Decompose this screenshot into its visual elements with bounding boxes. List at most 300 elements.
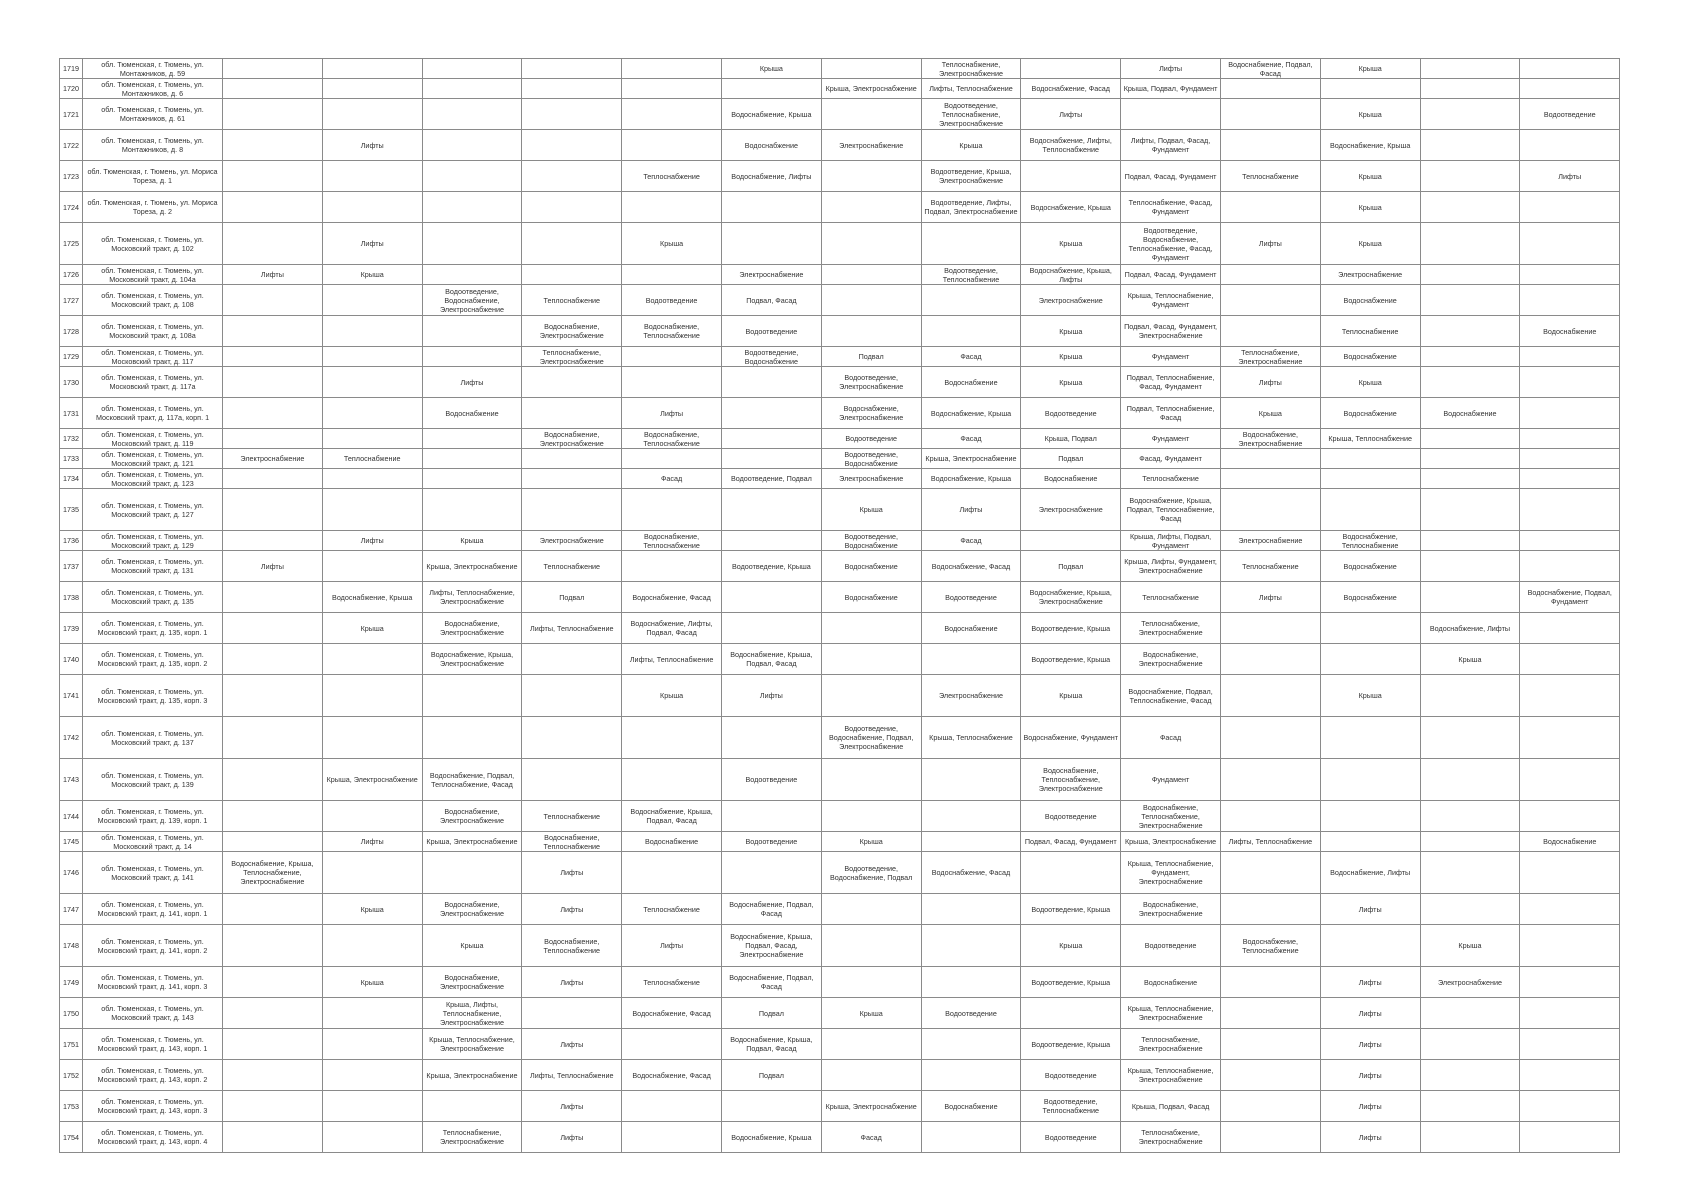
work-type-cell	[622, 367, 722, 398]
table-row	[60, 717, 1620, 759]
work-type-cell: Водоотведение, Крыша, Электроснабжение	[921, 161, 1021, 192]
address-cell: обл. Тюменская, г. Тюмень, ул. Московский тракт, д. 135	[83, 582, 223, 613]
address-cell: обл. Тюменская, г. Тюмень, ул. Московский тракт, д. 143, корп. 3	[83, 1091, 223, 1122]
work-type-cell: Теплоснабжение	[1121, 469, 1221, 489]
work-type-cell	[1420, 223, 1520, 265]
work-type-cell	[422, 675, 522, 717]
work-type-cell: Крыша	[1320, 675, 1420, 717]
work-type-cell	[223, 223, 323, 265]
row-number-cell: 1750	[60, 998, 83, 1029]
work-type-cell: Крыша, Электроснабжение	[422, 832, 522, 852]
work-type-cell: Водоснабжение	[921, 613, 1021, 644]
work-type-cell	[1320, 613, 1420, 644]
work-type-cell: Водоснабжение, Крыша, Подвал, Фасад	[622, 801, 722, 832]
work-type-cell: Водоотведение, Теплоснабжение	[921, 265, 1021, 285]
work-type-cell: Теплоснабжение	[622, 894, 722, 925]
work-type-cell	[1420, 551, 1520, 582]
work-type-cell: Водоснабжение, Электроснабжение	[1220, 429, 1320, 449]
work-type-cell: Крыша	[622, 675, 722, 717]
work-type-cell: Водоснабжение	[1320, 285, 1420, 316]
work-type-cell: Теплоснабжение	[1220, 551, 1320, 582]
work-type-cell: Крыша	[322, 613, 422, 644]
work-type-cell	[622, 489, 722, 531]
work-type-cell: Водоснабжение	[921, 367, 1021, 398]
row-number-cell: 1724	[60, 192, 83, 223]
work-type-cell	[622, 59, 722, 79]
work-type-cell: Теплоснабжение, Электроснабжение	[1220, 347, 1320, 367]
work-type-cell	[1520, 613, 1620, 644]
work-type-cell: Водоснабжение, Крыша	[721, 99, 821, 130]
work-type-cell	[622, 192, 722, 223]
table-row	[60, 79, 1620, 99]
work-type-cell	[1220, 79, 1320, 99]
work-type-cell	[422, 489, 522, 531]
work-type-cell: Крыша	[1320, 161, 1420, 192]
address-cell: обл. Тюменская, г. Тюмень, ул. Московский тракт, д. 143, корп. 1	[83, 1029, 223, 1060]
work-type-cell	[522, 192, 622, 223]
work-type-cell: Лифты	[522, 1091, 622, 1122]
work-type-cell	[821, 925, 921, 967]
row-number-cell: 1720	[60, 79, 83, 99]
work-type-cell: Лифты, Теплоснабжение	[522, 1060, 622, 1091]
row-number-cell: 1738	[60, 582, 83, 613]
work-type-cell: Водоснабжение, Фундамент	[1021, 717, 1121, 759]
work-type-cell	[1420, 367, 1520, 398]
work-type-cell	[1320, 759, 1420, 801]
work-type-cell	[223, 130, 323, 161]
work-type-cell: Крыша, Теплоснабжение, Электроснабжение	[422, 1029, 522, 1060]
work-type-cell: Водоотведение, Водоснабжение	[821, 531, 921, 551]
work-type-cell	[721, 449, 821, 469]
row-number-cell: 1744	[60, 801, 83, 832]
row-number-cell: 1719	[60, 59, 83, 79]
work-type-cell: Водоснабжение	[1420, 398, 1520, 429]
work-type-cell	[1420, 265, 1520, 285]
address-cell: обл. Тюменская, г. Тюмень, ул. Московский тракт, д. 119	[83, 429, 223, 449]
table-row	[60, 925, 1620, 967]
work-type-cell: Крыша, Электроснабжение	[322, 759, 422, 801]
work-type-cell: Лифты	[1320, 1122, 1420, 1153]
work-type-cell	[622, 79, 722, 99]
work-type-cell: Теплоснабжение	[322, 449, 422, 469]
work-type-cell	[1220, 1091, 1320, 1122]
work-type-cell	[921, 223, 1021, 265]
work-type-cell: Водоотведение, Водоснабжение, Теплоснабжение, Фасад, Фундамент	[1121, 223, 1221, 265]
work-type-cell	[1220, 894, 1320, 925]
work-type-cell: Крыша, Подвал, Фундамент	[1121, 79, 1221, 99]
work-type-cell	[1420, 161, 1520, 192]
work-type-cell: Фасад	[921, 347, 1021, 367]
work-type-cell: Подвал, Фасад, Фундамент, Электроснабжение	[1121, 316, 1221, 347]
table-row	[60, 429, 1620, 449]
table-row	[60, 347, 1620, 367]
work-type-cell	[1220, 644, 1320, 675]
work-type-cell: Крыша	[422, 531, 522, 551]
address-cell: обл. Тюменская, г. Тюмень, ул. Московский тракт, д. 131	[83, 551, 223, 582]
table-row	[60, 894, 1620, 925]
work-type-cell	[223, 316, 323, 347]
work-type-cell: Лифты, Теплоснабжение	[1220, 832, 1320, 852]
work-type-cell: Подвал, Фасад, Фундамент	[1021, 832, 1121, 852]
work-type-cell	[1520, 644, 1620, 675]
work-type-cell: Электроснабжение	[921, 675, 1021, 717]
work-type-cell: Водоснабжение	[921, 1091, 1021, 1122]
address-cell: обл. Тюменская, г. Тюмень, ул. Московский тракт, д. 143, корп. 2	[83, 1060, 223, 1091]
work-type-cell	[223, 613, 323, 644]
work-type-cell	[1420, 1029, 1520, 1060]
work-type-cell	[322, 59, 422, 79]
work-type-cell: Крыша	[1021, 347, 1121, 367]
work-type-cell	[322, 398, 422, 429]
document-sheet	[59, 58, 1620, 1153]
work-type-cell: Водоснабжение	[1320, 582, 1420, 613]
work-type-cell: Крыша	[721, 59, 821, 79]
work-type-cell	[1520, 675, 1620, 717]
work-type-cell	[322, 1029, 422, 1060]
work-type-cell	[1520, 265, 1620, 285]
row-number-cell: 1731	[60, 398, 83, 429]
work-type-cell	[322, 489, 422, 531]
work-type-cell: Водоотведение	[1520, 99, 1620, 130]
table-row	[60, 1091, 1620, 1122]
work-type-cell	[1520, 398, 1620, 429]
work-type-cell	[422, 449, 522, 469]
address-cell: обл. Тюменская, г. Тюмень, ул. Московский тракт, д. 127	[83, 489, 223, 531]
work-type-cell: Крыша, Теплоснабжение	[921, 717, 1021, 759]
work-type-cell	[1021, 852, 1121, 894]
row-number-cell: 1725	[60, 223, 83, 265]
work-type-cell: Крыша, Лифты, Теплоснабжение, Электроснабжение	[422, 998, 522, 1029]
work-type-cell: Крыша	[1021, 925, 1121, 967]
work-type-cell: Водоснабжение, Теплоснабжение	[522, 925, 622, 967]
work-type-cell: Лифты	[1320, 1060, 1420, 1091]
work-type-cell	[322, 551, 422, 582]
work-type-cell: Лифты	[1520, 161, 1620, 192]
work-type-cell	[1420, 1060, 1520, 1091]
work-type-cell	[1420, 759, 1520, 801]
work-type-cell	[322, 285, 422, 316]
table-row	[60, 551, 1620, 582]
work-type-cell: Крыша	[622, 223, 722, 265]
address-cell: обл. Тюменская, г. Тюмень, ул. Московский тракт, д. 139	[83, 759, 223, 801]
work-type-cell: Подвал, Фасад, Фундамент	[1121, 265, 1221, 285]
work-type-cell	[721, 429, 821, 449]
work-type-cell: Крыша	[1320, 367, 1420, 398]
work-type-cell: Крыша, Электроснабжение	[921, 449, 1021, 469]
work-type-cell: Водоснабжение, Фасад	[1021, 79, 1121, 99]
work-type-cell: Водоотведение, Подвал	[721, 469, 821, 489]
work-type-cell	[522, 265, 622, 285]
work-type-cell	[223, 59, 323, 79]
work-type-cell: Водоснабжение, Крыша, Подвал, Теплоснабжение, Фасад	[1121, 489, 1221, 531]
work-type-cell: Водоотведение	[1021, 398, 1121, 429]
work-type-cell: Крыша, Теплоснабжение	[1320, 429, 1420, 449]
table-row	[60, 367, 1620, 398]
work-type-cell	[223, 1029, 323, 1060]
work-type-cell	[322, 852, 422, 894]
work-type-cell: Фасад	[921, 531, 1021, 551]
work-type-cell	[622, 1091, 722, 1122]
work-type-cell: Лифты	[422, 367, 522, 398]
row-number-cell: 1742	[60, 717, 83, 759]
address-cell: обл. Тюменская, г. Тюмень, ул. Московский тракт, д. 108	[83, 285, 223, 316]
work-type-cell: Лифты	[1121, 59, 1221, 79]
work-type-cell: Водоотведение, Крыша	[1021, 894, 1121, 925]
address-cell: обл. Тюменская, г. Тюмень, ул. Московский тракт, д. 104а	[83, 265, 223, 285]
work-type-cell	[223, 644, 323, 675]
work-type-cell	[1320, 469, 1420, 489]
work-type-cell: Фундамент	[1121, 759, 1221, 801]
work-type-cell: Лифты, Теплоснабжение, Электроснабжение	[422, 582, 522, 613]
table-row	[60, 998, 1620, 1029]
table-row	[60, 1029, 1620, 1060]
work-type-cell	[821, 894, 921, 925]
work-type-cell: Электроснабжение	[1021, 489, 1121, 531]
work-type-cell: Водоснабжение, Электроснабжение	[422, 894, 522, 925]
row-number-cell: 1726	[60, 265, 83, 285]
address-cell: обл. Тюменская, г. Тюмень, ул. Московский тракт, д. 117а, корп. 1	[83, 398, 223, 429]
row-number-cell: 1733	[60, 449, 83, 469]
work-type-cell	[1420, 79, 1520, 99]
work-type-cell	[622, 1029, 722, 1060]
work-type-cell	[1420, 192, 1520, 223]
row-number-cell: 1737	[60, 551, 83, 582]
work-type-cell: Водоснабжение	[721, 130, 821, 161]
work-type-cell	[223, 1060, 323, 1091]
work-type-cell	[1420, 998, 1520, 1029]
work-type-cell	[522, 398, 622, 429]
work-type-cell	[1520, 852, 1620, 894]
work-type-cell	[821, 99, 921, 130]
work-type-cell: Водоотведение, Крыша	[1021, 1029, 1121, 1060]
work-type-cell	[622, 551, 722, 582]
work-type-cell: Водоотведение, Водоснабжение	[721, 347, 821, 367]
work-type-cell	[422, 469, 522, 489]
work-type-cell	[322, 644, 422, 675]
work-type-cell	[721, 398, 821, 429]
work-type-cell: Водоснабжение	[1520, 316, 1620, 347]
work-type-cell	[821, 265, 921, 285]
work-type-cell	[422, 429, 522, 449]
work-type-cell	[522, 161, 622, 192]
work-type-cell: Подвал	[721, 1060, 821, 1091]
work-type-cell	[1520, 801, 1620, 832]
work-type-cell: Лифты	[721, 675, 821, 717]
work-type-cell	[322, 998, 422, 1029]
work-type-cell: Фасад	[1121, 717, 1221, 759]
work-type-cell: Крыша, Теплоснабжение, Электроснабжение	[1121, 998, 1221, 1029]
work-type-cell: Крыша, Лифты, Подвал, Фундамент	[1121, 531, 1221, 551]
work-type-cell: Лифты	[522, 1029, 622, 1060]
work-type-cell	[1021, 998, 1121, 1029]
work-type-cell	[322, 99, 422, 130]
table-row	[60, 852, 1620, 894]
work-type-cell: Лифты	[1220, 582, 1320, 613]
work-type-cell	[1520, 489, 1620, 531]
table-row	[60, 59, 1620, 79]
work-type-cell: Электроснабжение	[1420, 967, 1520, 998]
work-type-cell	[821, 192, 921, 223]
work-type-cell	[721, 1091, 821, 1122]
work-type-cell	[522, 367, 622, 398]
work-type-cell: Водоотведение, Лифты, Подвал, Электроснабжение	[921, 192, 1021, 223]
address-cell: обл. Тюменская, г. Тюмень, ул. Мориса Тореза, д. 2	[83, 192, 223, 223]
work-type-cell: Водоотведение	[721, 832, 821, 852]
work-type-cell	[1320, 644, 1420, 675]
work-type-cell: Лифты	[322, 223, 422, 265]
work-type-cell: Водоснабжение	[422, 398, 522, 429]
work-type-cell	[1520, 925, 1620, 967]
work-type-cell	[821, 223, 921, 265]
address-cell: обл. Тюменская, г. Тюмень, ул. Московский тракт, д. 141, корп. 2	[83, 925, 223, 967]
work-type-cell: Лифты	[322, 531, 422, 551]
table-row	[60, 832, 1620, 852]
work-type-cell: Лифты	[322, 832, 422, 852]
work-type-cell: Подвал, Фасад, Фундамент	[1121, 161, 1221, 192]
work-type-cell	[522, 644, 622, 675]
work-type-cell	[1220, 613, 1320, 644]
work-type-cell: Водоснабжение, Электроснабжение	[422, 613, 522, 644]
table-row	[60, 613, 1620, 644]
work-type-cell: Водоснабжение	[821, 551, 921, 582]
work-type-cell	[223, 1122, 323, 1153]
table-row	[60, 582, 1620, 613]
work-type-cell	[522, 79, 622, 99]
work-type-cell: Водоснабжение, Крыша	[921, 398, 1021, 429]
work-type-cell: Крыша, Электроснабжение	[821, 1091, 921, 1122]
work-type-cell	[1520, 1060, 1620, 1091]
work-type-cell	[1420, 832, 1520, 852]
work-type-cell: Водоснабжение, Фасад	[921, 852, 1021, 894]
work-type-cell: Водоотведение, Водоснабжение, Электроснабжение	[422, 285, 522, 316]
address-cell: обл. Тюменская, г. Тюмень, ул. Московский тракт, д. 141, корп. 3	[83, 967, 223, 998]
work-type-cell: Водоотведение, Водоснабжение, Подвал	[821, 852, 921, 894]
work-type-cell	[1420, 1122, 1520, 1153]
work-type-cell	[1420, 852, 1520, 894]
work-type-cell: Водоснабжение, Электроснабжение	[821, 398, 921, 429]
row-number-cell: 1734	[60, 469, 83, 489]
work-type-cell	[1420, 894, 1520, 925]
work-type-cell: Крыша	[1420, 925, 1520, 967]
work-type-cell	[223, 998, 323, 1029]
work-type-cell: Лифты	[1320, 894, 1420, 925]
work-type-cell	[223, 675, 323, 717]
address-cell: обл. Тюменская, г. Тюмень, ул. Монтажников, д. 6	[83, 79, 223, 99]
work-type-cell	[1520, 759, 1620, 801]
row-number-cell: 1735	[60, 489, 83, 531]
work-type-cell	[223, 469, 323, 489]
work-type-cell	[622, 265, 722, 285]
work-type-cell	[522, 59, 622, 79]
work-type-cell	[422, 79, 522, 99]
work-type-cell	[721, 367, 821, 398]
work-type-cell: Подвал	[522, 582, 622, 613]
work-type-cell: Крыша	[322, 894, 422, 925]
work-type-cell: Электроснабжение	[721, 265, 821, 285]
work-type-cell: Теплоснабжение, Электроснабжение	[422, 1122, 522, 1153]
work-type-cell: Водоснабжение, Крыша, Лифты	[1021, 265, 1121, 285]
work-type-cell: Электроснабжение	[1220, 531, 1320, 551]
table-row	[60, 449, 1620, 469]
work-type-cell: Водоотведение	[921, 998, 1021, 1029]
work-type-cell	[223, 429, 323, 449]
work-type-cell: Крыша	[1021, 675, 1121, 717]
work-type-cell	[622, 130, 722, 161]
work-type-cell	[821, 613, 921, 644]
address-cell: обл. Тюменская, г. Тюмень, ул. Московский тракт, д. 143, корп. 4	[83, 1122, 223, 1153]
work-type-cell	[721, 717, 821, 759]
work-type-cell: Водоснабжение, Теплоснабжение	[1220, 925, 1320, 967]
work-type-cell	[1520, 285, 1620, 316]
work-type-cell	[921, 894, 1021, 925]
work-type-cell: Теплоснабжение	[1320, 316, 1420, 347]
work-type-cell	[821, 967, 921, 998]
work-type-cell: Водоотведение	[622, 285, 722, 316]
work-type-cell: Водоснабжение, Подвал, Фасад	[1220, 59, 1320, 79]
work-type-cell	[322, 347, 422, 367]
work-type-cell: Крыша, Теплоснабжение, Фундамент	[1121, 285, 1221, 316]
address-cell: обл. Тюменская, г. Тюмень, ул. Московский тракт, д. 121	[83, 449, 223, 469]
work-type-cell	[223, 1091, 323, 1122]
work-type-cell	[1420, 469, 1520, 489]
work-type-cell	[1520, 967, 1620, 998]
work-type-cell: Водоотведение	[821, 429, 921, 449]
work-type-cell: Водоснабжение, Теплоснабжение, Электроснабжение	[1021, 759, 1121, 801]
work-type-cell	[1520, 130, 1620, 161]
work-type-cell	[223, 285, 323, 316]
work-type-cell	[1520, 998, 1620, 1029]
work-type-cell: Лифты	[1220, 367, 1320, 398]
work-type-cell: Водоснабжение, Электроснабжение	[1121, 644, 1221, 675]
work-type-cell: Подвал	[1021, 551, 1121, 582]
work-type-cell: Водоснабжение, Лифты	[721, 161, 821, 192]
work-type-cell	[622, 852, 722, 894]
address-cell: обл. Тюменская, г. Тюмень, ул. Московский тракт, д. 137	[83, 717, 223, 759]
work-type-cell	[522, 489, 622, 531]
work-type-cell	[223, 894, 323, 925]
row-number-cell: 1745	[60, 832, 83, 852]
address-cell: обл. Тюменская, г. Тюмень, ул. Московский тракт, д. 143	[83, 998, 223, 1029]
work-type-cell: Крыша, Подвал, Фасад	[1121, 1091, 1221, 1122]
table-row	[60, 223, 1620, 265]
table-row	[60, 99, 1620, 130]
work-type-cell	[721, 531, 821, 551]
work-type-cell	[1420, 531, 1520, 551]
address-cell: обл. Тюменская, г. Тюмень, ул. Московский тракт, д. 135, корп. 1	[83, 613, 223, 644]
row-number-cell: 1743	[60, 759, 83, 801]
work-type-cell: Теплоснабжение	[1121, 582, 1221, 613]
work-type-cell	[622, 1122, 722, 1153]
table-row	[60, 644, 1620, 675]
work-type-cell	[322, 801, 422, 832]
work-type-cell	[721, 582, 821, 613]
work-type-cell	[1220, 265, 1320, 285]
work-type-cell: Водоснабжение	[1520, 832, 1620, 852]
work-type-cell: Теплоснабжение, Электроснабжение	[1121, 613, 1221, 644]
work-type-cell: Водоотведение, Электроснабжение	[821, 367, 921, 398]
work-type-cell: Фасад	[821, 1122, 921, 1153]
work-type-cell: Лифты, Теплоснабжение	[622, 644, 722, 675]
work-type-cell: Водоснабжение, Электроснабжение	[422, 801, 522, 832]
work-type-cell	[522, 675, 622, 717]
work-type-cell	[1021, 59, 1121, 79]
table-row	[60, 489, 1620, 531]
work-type-cell: Лифты	[1320, 967, 1420, 998]
work-type-cell	[1121, 99, 1221, 130]
address-cell: обл. Тюменская, г. Тюмень, ул. Московский тракт, д. 135, корп. 2	[83, 644, 223, 675]
work-type-cell	[1220, 759, 1320, 801]
work-type-cell: Водоснабжение, Крыша	[721, 1122, 821, 1153]
